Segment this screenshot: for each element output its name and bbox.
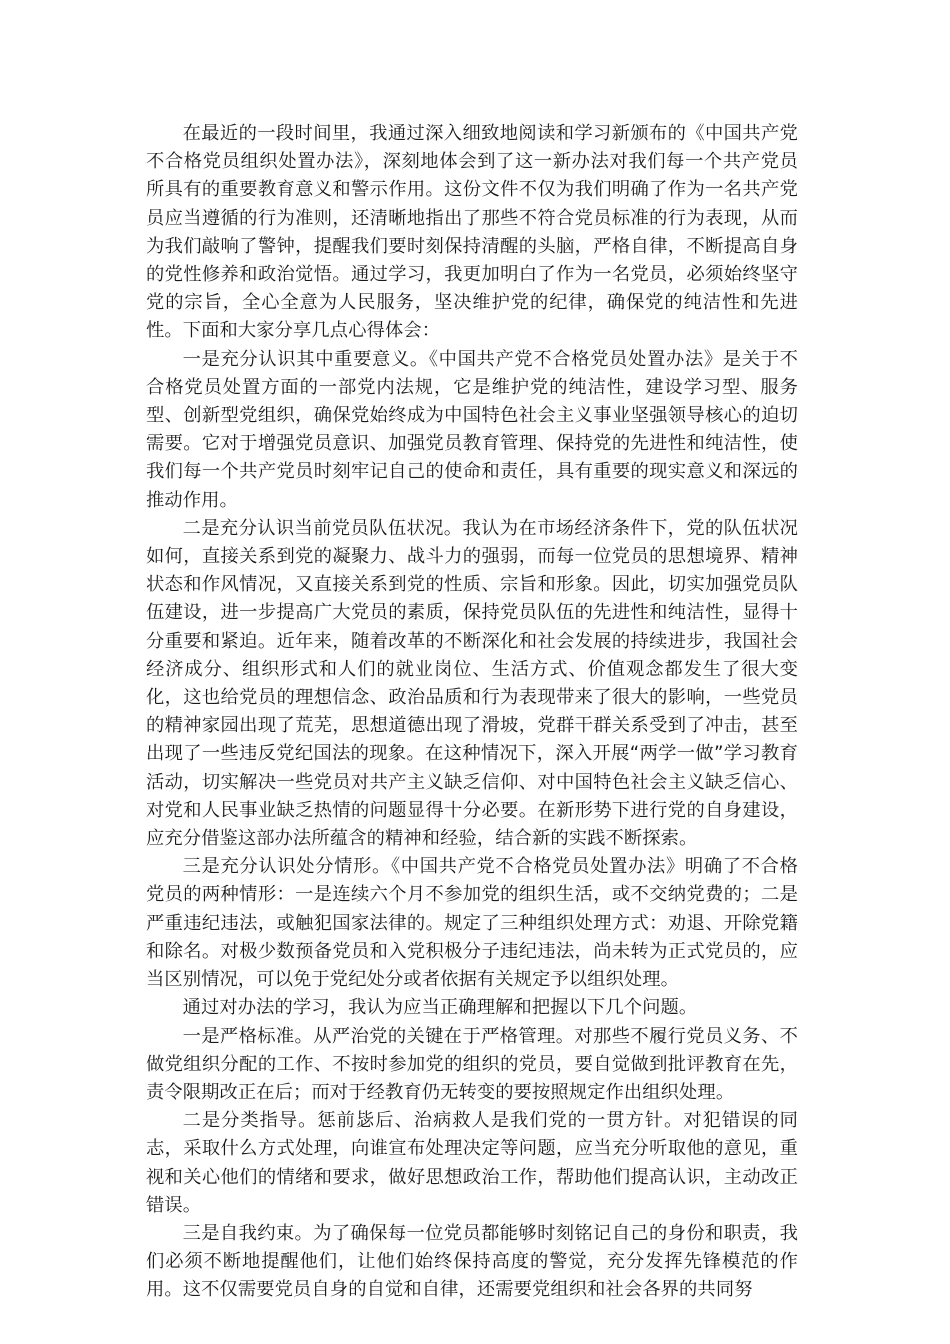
document-page [146, 120, 798, 1320]
paragraph-point-3-disposition: 三是充分认识处分情形。《中国共产党不合格党员处置办法》明确了不合格党员的两种情形：一是连续六个月不参加党的组织生活，或不交纳党费的；二是严重违纪违法，或触犯国家法律的。规定了三种组织处理方式：劝退、开除党籍和除名。对极少数预备党员和入党积极分子违纪违法，尚未转为正式党员的，应当区别情况，可以免于党纪处分或者依据有关规定予以组织处理。 [146, 856, 798, 991]
paragraph-self-restraint: 三是自我约束。为了确保每一位党员都能够时刻铭记自己的身份和职责，我们必须不断地提醒他们，让他们始终保持高度的警觉，充分发挥先锋模范的作用。这不仅需要党员自身的自觉和自律，还需要党组织和社会各界的共同努 [146, 1222, 798, 1301]
paragraph-point-1-significance: 一是充分认识其中重要意义。《中国共产党不合格党员处置办法》是关于不合格党员处置方面的一部党内法规，它是维护党的纯洁性，建设学习型、服务型、创新型党组织，确保党始终成为中国特色社会主义事业坚强领导核心的迫切需要。它对于增强党员意识、加强党员教育管理、保持党的先进性和纯洁性，使我们每一个共产党员时刻牢记自己的使命和责任，具有重要的现实意义和深远的推动作用。 [146, 348, 798, 511]
paragraph-strict-standards: 一是严格标准。从严治党的关键在于严格管理。对那些不履行党员义务、不做党组织分配的工作、不按时参加党的组织的党员，要自觉做到批评教育在先，责令限期改正在后；而对于经教育仍无转变的要按照规定作出组织处理。 [146, 1025, 798, 1103]
paragraph-point-2-team-status: 二是充分认识当前党员队伍状况。我认为在市场经济条件下，党的队伍状况如何，直接关系到党的凝聚力、战斗力的强弱，而每一位党员的思想境界、精神状态和作风情况，又直接关系到党的性质、宗旨和形象。因此，切实加强党员队伍建设，进一步提高广大党员的素质，保持党员队伍的先进性和纯洁性，显得十分重要和紧迫。近年来，随着改革的不断深化和社会发展的持续进步，我国社会经济成分、组织形式和人们的就业岗位、生活方式、价值观念都发生了很大变化，这也给党员的理想信念、政治品质和行为表现带来了很大的影响，一些党员的精神家园出现了荒芜，思想道德出现了滑坡，党群干群关系受到了冲击，甚至出现了一些违反党纪国法的现象。在这种情况下，深入开展“两学一做”学习教育活动，切实解决一些党员对共产主义缺乏信仰、对中国特色社会主义缺乏信心、对党和人民事业缺乏热情的问题显得十分必要。在新形势下进行党的自身建设，应充分借鉴这部办法所蕴含的精神和经验，结合新的实践不断探索。 [146, 517, 798, 850]
paragraph-classified-guidance: 二是分类指导。惩前毖后、治病救人是我们党的一贯方针。对犯错误的同志，采取什么方式处理，向谁宣布处理决定等问题，应当充分听取他的意见，重视和关心他们的情绪和要求，做好思想政治工作，帮助他们提高认识，主动改正错误。 [146, 1110, 798, 1216]
paragraph-intro: 在最近的一段时间里，我通过深入细致地阅读和学习新颁布的《中国共产党不合格党员组织处置办法》，深刻地体会到了这一新办法对我们每一个共产党员所具有的重要教育意义和警示作用。这份文件不仅为我们明确了作为一名共产党员应当遵循的行为准则，还清晰地指出了那些不符合党员标准的行为表现，从而为我们敲响了警钟，提醒我们要时刻保持清醒的头脑，严格自律，不断提高自身的党性修养和政治觉悟。通过学习，我更加明白了作为一名党员，必须始终坚守党的宗旨，全心全意为人民服务，坚决维护党的纪律，确保党的纯洁性和先进性。下面和大家分享几点心得体会： [146, 123, 798, 342]
paragraph-transition: 通过对办法的学习，我认为应当正确理解和把握以下几个问题。 [182, 997, 698, 1019]
